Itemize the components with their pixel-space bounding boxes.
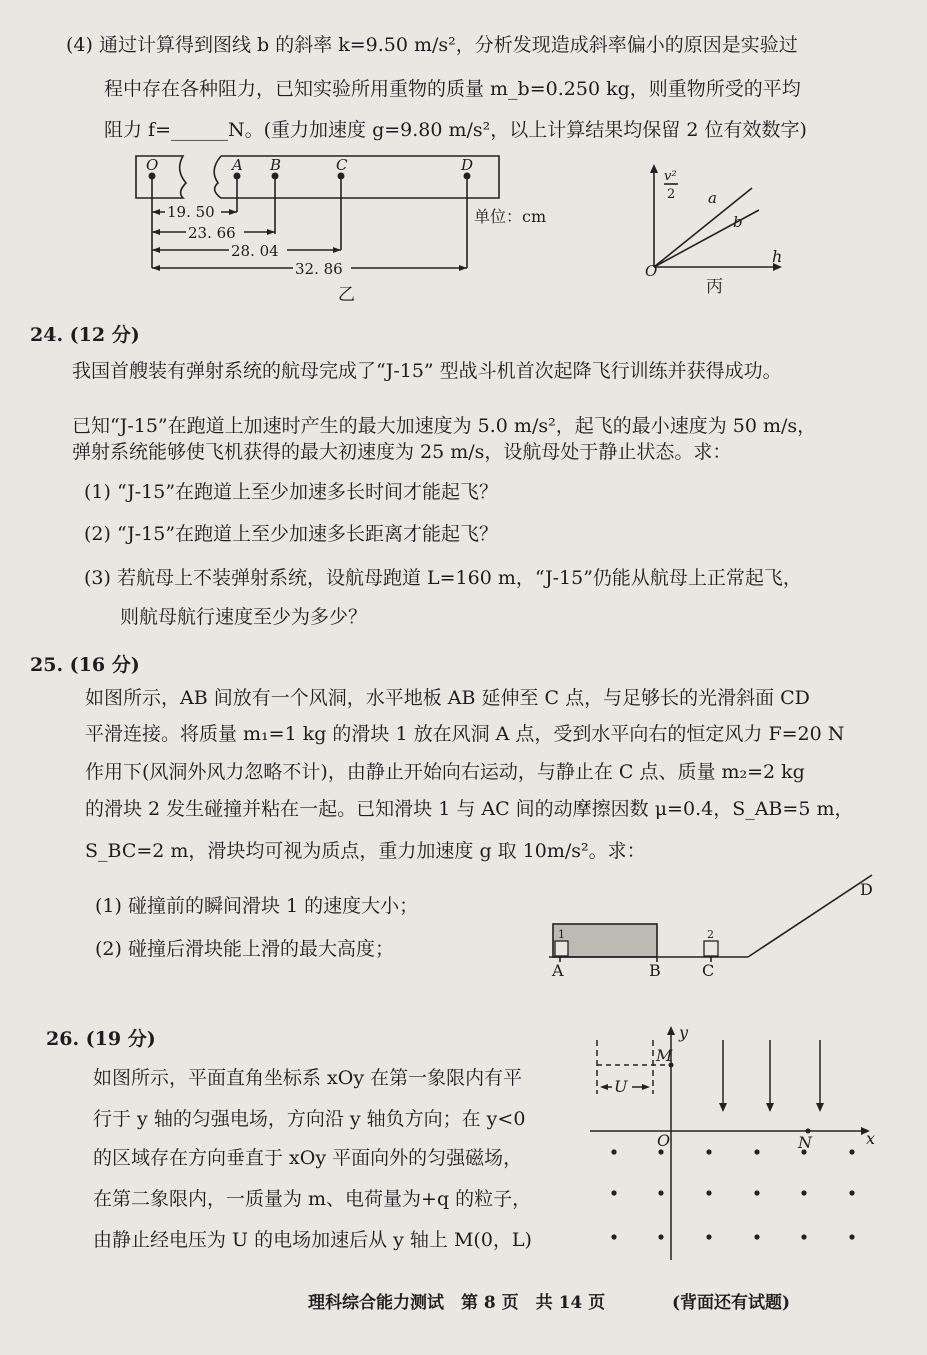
- q24-sub2: (2) “J-15”在跑道上至少加速多长距离才能起飞？: [84, 523, 499, 545]
- q26-line2: 行于 y 轴的匀强电场，方向沿 y 轴负方向；在 y<0: [93, 1108, 526, 1130]
- page-footer-note: (背面还有试题): [672, 1293, 791, 1313]
- point-m-label: M: [656, 1046, 673, 1065]
- graph-xlabel: h: [772, 247, 783, 266]
- axis-x-label: x: [866, 1129, 876, 1148]
- graph-ylabel-den: 2: [667, 187, 676, 202]
- q25-line1: 如图所示，AB 间放有一个风洞，水平地板 AB 延伸至 C 点，与足够长的光滑斜面 CD: [85, 687, 810, 709]
- distance-oc: 28. 04: [231, 242, 279, 260]
- q24-line1: 我国首艘装有弹射系统的航母完成了“J-15” 型战斗机首次起降飞行训练并获得成功。: [72, 360, 782, 382]
- axis-y-label: y: [679, 1023, 689, 1042]
- point-n-label: N: [798, 1133, 812, 1152]
- unit-label: 单位：cm: [474, 207, 547, 226]
- q24-sub1: (1) “J-15”在跑道上至少加速多长时间才能起飞？: [84, 481, 499, 503]
- q25-heading: 25. (16 分): [30, 654, 140, 676]
- distance-od: 32. 86: [295, 260, 343, 278]
- q25-line3: 作用下(风洞外风力忽略不计)，由静止开始向右运动，与静止在 C 点、质量 m₂=2 kg: [85, 761, 805, 783]
- distance-oa: 19. 50: [167, 203, 215, 221]
- point-b-label: B: [649, 961, 661, 980]
- q23-part4-line2: 程中存在各种阻力，已知实验所用重物的质量 m_b=0.250 kg，则重物所受的平均: [104, 78, 801, 100]
- figure-caption-bing: 丙: [706, 277, 723, 297]
- tape-point-b: B: [270, 156, 282, 174]
- q24-line3: 弹射系统能够使飞机获得的最大初速度为 25 m/s，设航母处于静止状态。求：: [72, 441, 732, 463]
- graph-ylabel-num: v²: [664, 169, 677, 184]
- q24-heading: 24. (12 分): [30, 324, 140, 346]
- point-a-label: A: [552, 961, 564, 980]
- q26-line4: 在第二象限内，一质量为 m、电荷量为+q 的粒子，: [93, 1188, 532, 1210]
- q26-line5: 由静止经电压为 U 的电场加速后从 y 轴上 M(0，L): [93, 1229, 532, 1251]
- block2-label: 2: [707, 928, 714, 941]
- q25-line2: 平滑连接。将质量 m₁=1 kg 的滑块 1 放在风洞 A 点，受到水平向右的恒定风力 F=20 N: [85, 723, 845, 745]
- tape-point-o: O: [146, 156, 159, 174]
- distance-ob: 23. 66: [188, 224, 236, 242]
- block1-label: 1: [558, 928, 565, 941]
- q26-line3: 的区域存在方向垂直于 xOy 平面向外的匀强磁场，: [93, 1147, 523, 1169]
- point-c-label: C: [702, 961, 715, 980]
- tape-point-c: C: [336, 156, 348, 174]
- q25-line5: S_BC=2 m，滑块均可视为质点，重力加速度 g 取 10m/s²。求：: [85, 840, 646, 862]
- q24-line2: 已知“J-15”在跑道上加速时产生的最大加速度为 5.0 m/s²，起飞的最小速度为 50 m/s，: [72, 415, 817, 437]
- q25-sub2: (2) 碰撞后滑块能上滑的最大高度；: [95, 938, 394, 960]
- page-footer-info: 理科综合能力测试 第 8 页 共 14 页: [308, 1293, 606, 1313]
- graph-line-b-label: b: [733, 213, 743, 231]
- q24-sub3-line2: 则航母航行速度至少为多少？: [120, 606, 368, 628]
- q23-part4-line3: 阻力 f=______N。(重力加速度 g=9.80 m/s²，以上计算结果均保留 2 位有效数字): [104, 119, 807, 141]
- origin-o-label: O: [657, 1131, 671, 1150]
- q24-sub3-line1: (3) 若航母上不装弹射系统，设航母跑道 L=160 m，“J-15”仍能从航母上正常起飞，: [84, 567, 802, 589]
- q25-sub1: (1) 碰撞前的瞬间滑块 1 的速度大小；: [95, 895, 419, 917]
- graph-line-a-label: a: [708, 189, 717, 207]
- figure-caption-yi: 乙: [338, 285, 355, 305]
- graph-origin: O: [645, 262, 658, 280]
- point-d-label: D: [860, 880, 873, 899]
- tape-point-a: A: [232, 156, 243, 174]
- q26-heading: 26. (19 分): [46, 1028, 156, 1050]
- voltage-u-label: U: [614, 1077, 628, 1096]
- q26-line1: 如图所示，平面直角坐标系 xOy 在第一象限内有平: [93, 1067, 523, 1089]
- q25-line4: 的滑块 2 发生碰撞并粘在一起。已知滑块 1 与 AC 间的动摩擦因数 μ=0.4，S_AB=5 m，: [85, 798, 854, 820]
- tape-point-d: D: [461, 156, 474, 174]
- q23-part4-line1: (4) 通过计算得到图线 b 的斜率 k=9.50 m/s²，分析发现造成斜率偏小的原因是实验过: [66, 34, 798, 56]
